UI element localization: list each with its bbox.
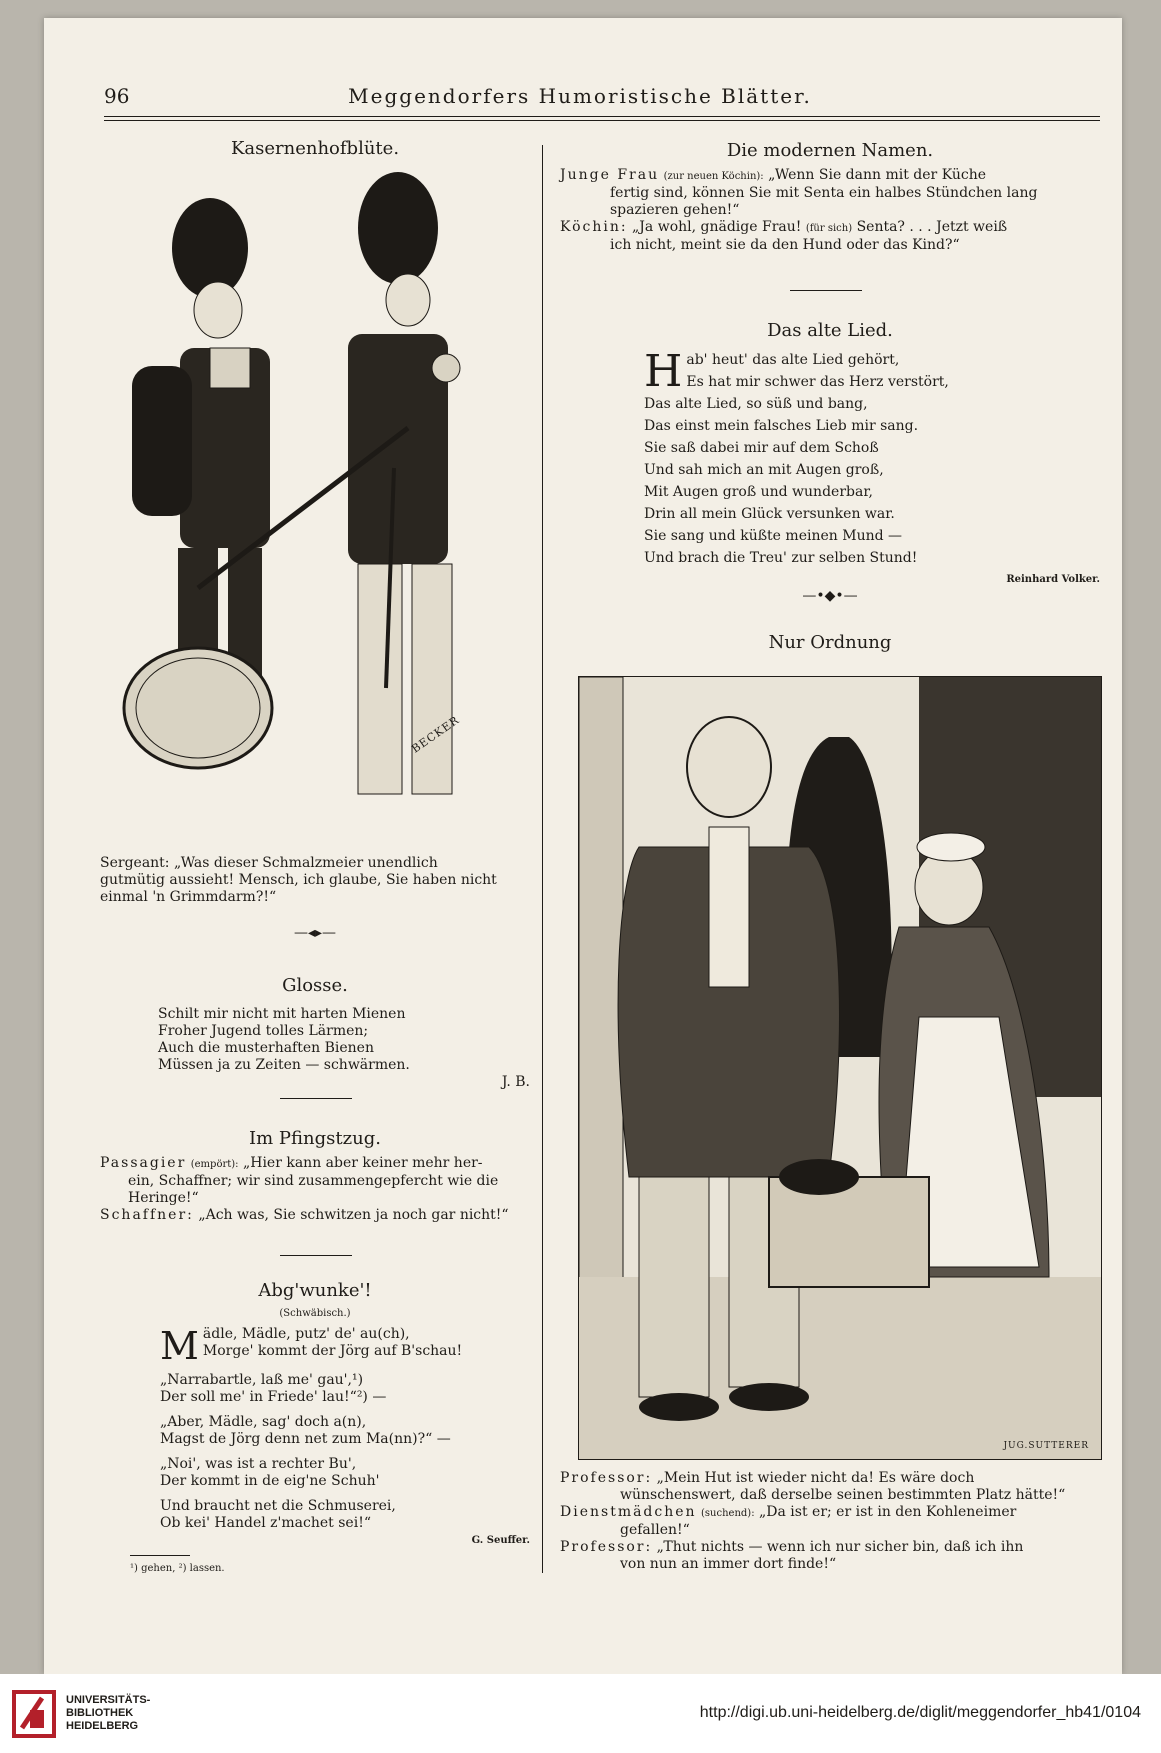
becker-signature: BECKER	[409, 713, 462, 756]
page-number: 96	[104, 84, 130, 108]
kasernen-caption	[100, 855, 530, 906]
dialog-line: wünschenswert, daß derselbe seinen bestimmten Platz hätte!“	[620, 1487, 1066, 1503]
poem-line: Auch die musterhaften Bienen	[158, 1040, 374, 1056]
poem-line: Froher Jugend tolles Lärmen;	[158, 1023, 369, 1039]
ornament-divider: —•◆•—	[802, 588, 858, 604]
poem-line: ädle, Mädle, putz' de' au(ch),	[202, 1326, 410, 1342]
poem-line: Und sah mich an mit Augen groß,	[644, 462, 884, 478]
poem-line: ab' heut' das alte Lied gehört,	[686, 352, 900, 368]
short-rule	[790, 290, 862, 291]
poem-line: Mit Augen groß und wunderbar,	[644, 484, 873, 500]
stage-note: (suchend):	[701, 1508, 755, 1519]
short-rule	[280, 1098, 352, 1099]
glosse-title: Glosse.	[282, 975, 348, 996]
dialog-line: ein, Schaffner; wir sind zusammengepfercht wie die	[128, 1173, 499, 1189]
ordnung-caption	[560, 1470, 1100, 1573]
poem-line: „Aber, Mädle, sag' doch a(n),	[160, 1414, 367, 1430]
poem-line: Es hat mir schwer das Herz verstört,	[686, 374, 949, 390]
namen-title: Die modernen Namen.	[726, 140, 934, 161]
sutterer-signature: JUG.SUTTERER	[1003, 1441, 1089, 1451]
poem-line: Ob kei' Handel z'machet sei!“	[160, 1515, 371, 1531]
dialog-line: „Mein Hut ist wieder nicht da! Es wäre doch	[656, 1470, 975, 1486]
abgwunke-section	[100, 1280, 530, 1577]
page-header	[60, 70, 1100, 120]
footnote-rule	[130, 1555, 190, 1556]
abgwunke-title: Abg'wunke'!	[258, 1280, 372, 1301]
dialog-line: „Ach was, Sie schwitzen ja noch gar nicht!“	[198, 1207, 509, 1223]
poem-line: Drin all mein Glück versunken war.	[644, 506, 895, 522]
abgwunke-author: G. Seuffer.	[471, 1535, 530, 1546]
professor-maid-illustration	[578, 676, 1102, 1460]
poem-line: „Noi', was ist a rechter Bu',	[160, 1456, 357, 1472]
dialog-line: fertig sind, können Sie mit Senta ein halbes Stündchen lang	[610, 185, 1038, 201]
kasernen-title: Kasernenhofblüte.	[230, 138, 400, 159]
library-name-line: UNIVERSITÄTS-	[66, 1694, 151, 1706]
stage-note: (zur neuen Köchin):	[663, 171, 764, 182]
speaker-passagier: Passagier	[100, 1155, 187, 1171]
dialog-line: gefallen!“	[620, 1522, 690, 1538]
speaker-koechin: Köchin:	[560, 219, 628, 235]
ordnung-heading	[560, 632, 1100, 653]
ordnung-title: Nur Ordnung	[768, 632, 892, 653]
soldiers-illustration	[118, 168, 518, 844]
caption-line: einmal 'n Grimmdarm?!“	[100, 889, 277, 905]
short-rule	[280, 1255, 352, 1256]
left-column	[100, 138, 530, 159]
speaker-dienstmaedchen: Dienstmädchen	[560, 1504, 697, 1520]
stage-note: (für sich)	[805, 223, 853, 234]
library-footer	[0, 1674, 1161, 1753]
drop-cap: M	[160, 1326, 199, 1364]
header-rule	[104, 116, 1100, 117]
poem-line: Das alte Lied, so süß und bang,	[644, 396, 868, 412]
abgwunke-subtitle: (Schwäbisch.)	[279, 1308, 351, 1319]
dialog-line: Heringe!“	[128, 1190, 199, 1206]
poem-line: Morge' kommt der Jörg auf B'schau!	[202, 1343, 463, 1359]
column-divider	[542, 145, 543, 1573]
poem-line: Schilt mir nicht mit harten Mienen	[158, 1006, 406, 1022]
poem-line: Und braucht net die Schmuserei,	[160, 1498, 396, 1514]
dialog-line: Senta? . . . Jetzt weiß	[856, 219, 1008, 235]
poem-line: Magst de Jörg denn net zum Ma(nn)?“ —	[160, 1431, 451, 1447]
poem-line: Der soll me' in Friede' lau!“²) —	[160, 1389, 387, 1405]
dialog-line: „Wenn Sie dann mit der Küche	[768, 167, 987, 183]
drop-cap: H	[644, 349, 683, 393]
pfingst-section	[100, 1128, 530, 1224]
speaker-junge-frau: Junge Frau	[560, 167, 660, 183]
library-name-line: BIBLIOTHEK	[66, 1707, 134, 1719]
poem-line: Und brach die Treu' zur selben Stund!	[644, 550, 918, 566]
permalink[interactable]: http://digi.ub.uni-heidelberg.de/diglit/meggendorfer_hb41/0104	[699, 1704, 1141, 1721]
library-name	[66, 1694, 150, 1733]
speaker-professor: Professor:	[560, 1470, 653, 1486]
lied-section	[560, 320, 1100, 588]
dialog-line: „Ja wohl, gnädige Frau!	[632, 219, 802, 235]
poem-line: Sie sang und küßte meinen Mund —	[644, 528, 903, 544]
pfingst-title: Im Pfingstzug.	[249, 1128, 381, 1149]
glosse-author: J. B.	[501, 1074, 530, 1090]
poem-line: Sie saß dabei mir auf dem Schoß	[644, 440, 879, 456]
dialog-line: „Thut nichts — wenn ich nur sicher bin, daß ich ihn	[656, 1539, 1024, 1555]
lied-title: Das alte Lied.	[767, 320, 893, 341]
caption-line: gutmütig aussieht! Mensch, ich glaube, Sie haben nicht	[100, 872, 497, 888]
speaker-schaffner: Schaffner:	[100, 1207, 194, 1223]
library-logo-icon	[12, 1688, 56, 1740]
lied-author: Reinhard Volker.	[1006, 574, 1100, 585]
poem-line: Der kommt in de eig'ne Schuh'	[160, 1473, 380, 1489]
footnote: ¹) gehen, ²) lassen.	[130, 1563, 225, 1574]
dialog-line: „Da ist er; er ist in den Kohleneimer	[759, 1504, 1017, 1520]
namen-section	[560, 140, 1100, 254]
glosse-section	[100, 975, 530, 1091]
header-rule-2	[104, 120, 1100, 121]
poem-line: Müssen ja zu Zeiten — schwärmen.	[158, 1057, 410, 1073]
dialog-line: ich nicht, meint sie da den Hund oder das Kind?“	[610, 237, 960, 253]
poem-line: „Narrabartle, laß me' gau',¹)	[160, 1372, 364, 1388]
dialog-line: „Hier kann aber keiner mehr her-	[242, 1155, 483, 1171]
speaker-professor: Professor:	[560, 1539, 653, 1555]
library-name-line: HEIDELBERG	[66, 1720, 139, 1732]
ornament-divider: —◂▸—	[293, 925, 337, 941]
stage-note: (empört):	[190, 1159, 239, 1170]
dialog-line: spazieren gehen!“	[610, 202, 740, 218]
journal-title: Meggendorfers Humoristische Blätter.	[348, 84, 812, 108]
dialog-line: von nun an immer dort finde!“	[620, 1556, 837, 1572]
caption-line: Sergeant: „Was dieser Schmalzmeier unendlich	[100, 855, 438, 871]
poem-line: Das einst mein falsches Lieb mir sang.	[644, 418, 919, 434]
